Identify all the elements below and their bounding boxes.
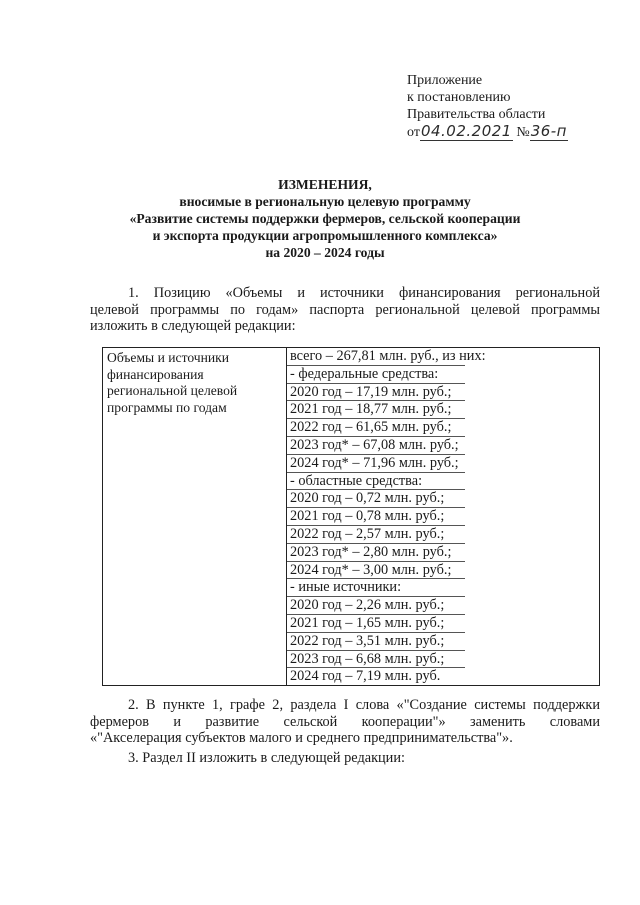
- title-line: и экспорта продукции агропромышленного комплекса»: [152, 228, 498, 243]
- appendix-line: к постановлению: [407, 90, 511, 105]
- label-line: региональной целевой: [107, 383, 238, 398]
- funding-table: [102, 347, 600, 686]
- label-line: программы по годам: [107, 399, 227, 415]
- handwritten-date: 04.02.2021: [420, 122, 512, 140]
- table-value-row: 2023 год* – 67,08 млн. руб.;: [287, 437, 465, 455]
- handwritten-number: 36-п: [530, 122, 567, 140]
- paragraph-line: 1. Позицию «Объемы и источники финансирования региональной: [128, 285, 600, 301]
- paragraph-3: [90, 750, 600, 767]
- paragraph-line: 3. Раздел II изложить в следующей редакции:: [128, 750, 405, 766]
- table-row: [103, 348, 600, 686]
- table-value-row: 2022 год – 61,65 млн. руб.;: [287, 419, 465, 437]
- document-title: [90, 176, 560, 261]
- paragraph-line: целевой программы по годам» паспорта региональной целевой программы: [90, 301, 600, 318]
- title-line: ИЗМЕНЕНИЯ,: [278, 177, 372, 192]
- table-value-row: 2023 год – 6,68 млн. руб.;: [287, 651, 465, 669]
- title-line: на 2020 – 2024 годы: [265, 245, 385, 260]
- appendix-line: Приложение: [407, 73, 483, 88]
- date-prefix: от: [407, 125, 420, 140]
- value-rows: [287, 348, 599, 685]
- paragraph-line: «"Акселерация субъектов малого и среднего предпринимательства"».: [90, 730, 513, 746]
- title-line: вносимые в региональную целевую программу: [179, 194, 471, 209]
- table-value-row: 2022 год – 2,57 млн. руб.;: [287, 526, 465, 544]
- number-prefix: №: [516, 125, 530, 140]
- table-value-row: 2024 год – 7,19 млн. руб.: [290, 668, 441, 685]
- table-value-row: 2024 год* – 71,96 млн. руб.;: [287, 455, 465, 473]
- table-value-row: - областные средства:: [287, 473, 465, 491]
- table-value-row: 2021 год – 18,77 млн. руб.;: [287, 401, 465, 419]
- table-value-row: 2022 год – 3,51 млн. руб.;: [287, 633, 465, 651]
- table-value-row: 2020 год – 0,72 млн. руб.;: [287, 490, 465, 508]
- table-value-row: - иные источники:: [287, 579, 465, 597]
- paragraph-line: фермеров и развитие сельской кооперации"» заменить словами: [90, 713, 600, 730]
- table-value-row: 2024 год* – 3,00 млн. руб.;: [287, 562, 465, 580]
- paragraph-line: 2. В пункте 1, графе 2, раздела I слова «"Создание системы поддержки: [128, 697, 600, 713]
- paragraph-line: изложить в следующей редакции:: [90, 318, 296, 334]
- paragraph-2: [90, 697, 600, 747]
- table-value-cell: [287, 348, 600, 686]
- table-label-cell: [103, 348, 287, 686]
- table-value-row: 2023 год* – 2,80 млн. руб.;: [287, 544, 465, 562]
- table-value-row: 2021 год – 1,65 млн. руб.;: [287, 615, 465, 633]
- paragraph-1: [90, 285, 600, 335]
- table-value-row: 2021 год – 0,78 млн. руб.;: [287, 508, 465, 526]
- appendix-block: [407, 72, 627, 141]
- table-value-row: - федеральные средства:: [287, 366, 465, 384]
- table-value-row: 2020 год – 17,19 млн. руб.;: [287, 384, 465, 402]
- table-value-row: всего – 267,81 млн. руб., из них:: [287, 348, 465, 366]
- label-line: финансирования: [107, 366, 204, 382]
- appendix-date-line: [407, 123, 627, 141]
- table-value-row: 2020 год – 2,26 млн. руб.;: [287, 597, 465, 615]
- appendix-line: Правительства области: [407, 107, 546, 122]
- label-line: Объемы и источники: [107, 350, 230, 365]
- title-line: «Развитие системы поддержки фермеров, сельской кооперации: [129, 211, 521, 226]
